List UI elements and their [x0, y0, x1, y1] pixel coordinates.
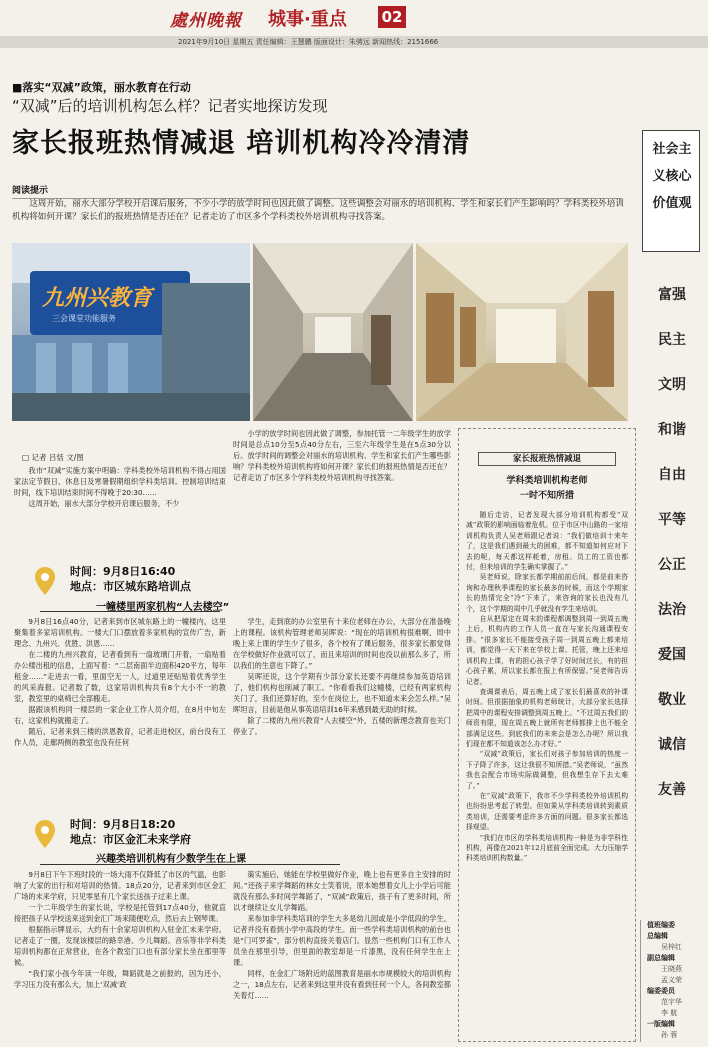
paragraph: 吴老师说，除家长都学期前前后间，都是前来咨询和办理秋季课程的家长最多的时候，而这个学期家长的热情完全“冷”下来了，来咨询的家长也没有几个，这个学期的周中几乎就没有学生来培训。 [466, 573, 628, 613]
core-value: 诚信 [658, 737, 686, 753]
core-value: 文明 [658, 377, 686, 393]
doors-photo-illustration [416, 243, 628, 421]
core-value: 友善 [658, 782, 686, 798]
credit-role: 副总编辑 [647, 954, 675, 962]
lead-label: 阅读提示 [12, 183, 622, 199]
photo-sign-subtext: 三会课堂功能服务 [52, 314, 116, 323]
col2-bottom [233, 869, 451, 1001]
core-value: 自由 [658, 467, 686, 483]
section-title: 城事·重点 [268, 9, 347, 30]
paragraph: 这周开始，丽水大部分学校开启课后服务，不少 [28, 499, 180, 508]
photo-empty-corridor [253, 243, 413, 421]
paragraph: 据跟该机构同一楼层的一家企业工作人员介绍，在8月中旬左右，这家机构就搬走了。 [14, 705, 226, 725]
paragraph: 学生，走到底的办公室里有十来位老师在办公，大部分在准备晚上的课程。该机构管理老师吴晖说：“现在的培训机构很难啊，周中晚上来上课的学生少了很多，各个校有了课后服务，很多家长都觉得在学校做好作业就可以了，而且来培训的时间也没以前那么多了，所以我们的生意也下降了。” [233, 617, 451, 670]
core-value: 平等 [658, 512, 686, 528]
section1-time: 时间：9月8日16:40 [70, 565, 176, 578]
col3-header3: 一时不知所措 [519, 491, 574, 501]
core-value: 公正 [658, 557, 686, 573]
col1-section2-body [14, 869, 226, 990]
credit-name: 吴梓红 [661, 943, 682, 951]
location-pin-icon [34, 819, 56, 849]
paragraph: 同样，在金汇广场附近的蓝图教育是丽水市规模较大的培训机构之一，18点左右，记者来到这里并没有看到任何一个人，各间教室都关着灯…… [233, 969, 451, 1000]
paragraph: “我们在市区的学科类培训机构一种是为非学科性机构，再像在2021年12月底前全面完成。大力压缩学科类培训机构数量。” [466, 833, 628, 863]
col2-mid [233, 616, 451, 737]
core-value: 法治 [658, 602, 686, 618]
main-headline: 家长报班热情减退 培训机构冷冷清清 [12, 128, 471, 159]
col3-body [466, 510, 628, 864]
credit-name: 孙 蓉 [661, 1031, 678, 1039]
core-value: 敬业 [658, 692, 686, 708]
section2-subtitle: 兴趣类培训机构有少数学生在上课 [96, 854, 246, 865]
credit-name: 李 航 [661, 1009, 678, 1017]
classroom-photo-illustration [12, 243, 250, 421]
core-value: 爱国 [658, 647, 686, 663]
paragraph: 策实施后，她能在学校里做好作业，晚上也有更多自主安排的时间。”还孩子来学舞蹈的林女士笑着说，原本她想着女儿上小学后可能就没有那么多时间学舞蹈了，“双减”政策后，孩子有了更多时间，所以才继续让女儿学舞蹈。 [233, 870, 451, 912]
location-pin-icon [34, 566, 56, 596]
photo-sign-text: 九州兴教育 [42, 285, 153, 311]
section1-subtitle: 一幢楼里两家机构“人去楼空” [96, 602, 230, 613]
col1-section1-body [14, 616, 226, 748]
paragraph: 吴晖还说，这个学期有少部分家长还要不再继续参加英语培训了，他们机构也削减了职工。“你看看我们这幢楼，已经有两家机构关门了，我们还算好的，至少在岗位上，也不知道未来会怎么样。”吴晖坦言，目前是他从事英语培训16年来感到最无助的时候。 [233, 672, 451, 714]
col3-header2: 学科类培训机构老师 [506, 476, 588, 486]
editor-credits [640, 920, 704, 1042]
paragraph: 除了二楼的九州兴教育“人去楼空”外，五楼的新理念教育也关门停业了。 [233, 716, 451, 736]
paragraph: 自从把原定在周末的课程都调整到周一到周五晚上后，机构内的工作人员一直在与家长沟通课程安排。“很多家长不能接受孩子周一到周五晚上都来培训，都觉得一天下来在学校上课、托管，晚上还来培训机构上课，有的担心孩子学了好时间过长，有的担心孩子累，所以家长都在报上有所保留。”吴老师告诉记者。 [466, 615, 628, 686]
masthead-meta: 2021年9月10日 星期五 责任编辑：王慧鹏 版面设计：朱骋远 新闻热线：2151666 [178, 38, 439, 46]
section2-place: 地点：市区金汇未来学府 [70, 833, 191, 846]
col1-intro [14, 465, 226, 509]
divider [40, 864, 340, 865]
section1-place: 地点：市区城东路培训点 [70, 580, 191, 593]
core-value: 民主 [658, 332, 686, 348]
subheadline: “双减”后的培训机构怎么样？记者实地探访发现 [12, 97, 328, 115]
credit-role: 值班编委 [647, 921, 675, 929]
kicker-text: ■落实“双减”政策，丽水教育在行动 [12, 81, 191, 94]
paragraph: 我市“双减”实施方案中明确：学科类校外培训机构不得占用国家法定节假日、休息日及寒暑假期组织学科类培训。控制培训结束时间，线下培训结束时间不得晚于20:30…… [14, 466, 226, 497]
credit-name: 孟义荣 [661, 976, 682, 984]
credit-role: 一版编辑 [647, 1020, 675, 1028]
paragraph: 随后，记者来到三楼的洪恩教育，记者走进校区，前台没有工作人员，走廊两侧的教室也没有任何 [14, 727, 226, 747]
photo-classroom-sign [12, 243, 250, 421]
paragraph: 小学的放学时间也因此做了调整，参加托管一二年级学生的放学时间是总点10分至5点40分左右，三至六年级学生是在5点30分以后。放学时间的调整会对丽水的培训机构、学生和家长们产生哪些影响？学科类校外培训机构将如何开课？家长们的报班热情是否还在？记者走访了市区多个学科类校外培训机构寻找答案。 [233, 429, 451, 482]
core-value: 和谐 [658, 422, 686, 438]
credit-name: 范宇华 [661, 998, 682, 1006]
paragraph: 来参加非学科类培训的学生大多是幼儿园或是小学低段的学生，记者并没有看到小学中高段的学生。而一些学科类培训机构的前台也是“门可罗雀”，部分机构直接关着店门。显然一些机构门口有工作人员坐在那里引导，但里面的教室却是一片漆黑，没有任何学生在上课。 [233, 914, 451, 967]
paragraph: “双减”政策后，家长们对孩子参加培训的热度一下子降了许多，这让我很不知所措。”吴老师说，“虽然我也会配合市场实际做调整，但我想生存下去太难了。” [466, 750, 628, 790]
credit-role: 总编辑 [647, 932, 668, 940]
paragraph: 9月8日16点40分，记者来到市区城东路上的一幢楼内，这里聚集着多家培训机构。一楼大门口摆放着多家机构的宣传广告，新理念、九州兴、优胜、洪恩…… [14, 617, 226, 648]
photo-classroom-doors [416, 243, 628, 421]
paragraph: 9月8日下午下班时段的一场大雨不仅降低了市区的气温，也影响了大家的出行和对培训的热情。18点20分，记者来到市区金汇广场的未来学府，只见零星有几个家长送孩子过来上课。 [14, 870, 226, 901]
section2-time: 时间：9月8日18:20 [70, 818, 176, 831]
col2-top [233, 428, 451, 483]
paragraph: 根据指示牌显示，大约有十余家培训机构入驻金汇未来学府。记者走了一圈，发现该楼层的路幸港、少儿舞蹈、音乐等非学科类培训机构都在正常营业，在各个教室门口也有部分家长坐在那里等候。 [14, 925, 226, 967]
divider [40, 611, 220, 612]
credit-role: 编委委员 [647, 987, 675, 995]
paragraph: 在“双减”政策下，我市不少学科类校外培训机构也纷纷思考起了转型。但如果从学科类培训转到素质类培训，还需要考虑许多方面的问题。很多家长都选择观望。 [466, 791, 628, 832]
corridor-photo-illustration [253, 243, 413, 421]
lead-text: 这周开始，丽水大部分学校开启课后服务，不少小学的放学时间也因此做了调整。这些调整会对丽水的培训机构、学生和家长们产生影响吗？学科类校外培训机构将如何开课？家长们的报班热情是否还在？记者走访了市区多个学科类校外培训机构寻找答案。 [12, 199, 624, 222]
byline: □ 记者 吕恬 文/图 [22, 453, 84, 462]
core-values-title: 社会主义核心价值观 [652, 142, 692, 211]
paragraph: 随后走访，记者发现大部分培训机构都受“双减”政策的影响面临着危机。位于市区中山路的一家培训机构负责人吴老师跟记者说：“我们做培训十来年了，这是我们遇到最大的困难，都不知道如何应对下去的呢，每天都这样耗着，房租、员工的工资也都付，但来培训的学生确实掌握了。” [466, 511, 628, 572]
paragraph: 在二楼的九州兴教育，记者看到有一扇玻璃门开着，一扇贴着办公楼出租的信息，上面写着：“二层南面半边面积420平方，每年租金……”走进去一看，里面空无一人，过道里还贴贴着优秀学生的风采海报。记者数了数，这家培训机构共有8个大小不一的教室，教室里的桌椅已全部搬走。 [14, 650, 226, 703]
paragraph: 一个二年级学生的家长说，学校是托管到17点40分，他就直接把孩子从学校送来送到金汇广场来随便吃点，然后去上钢琴课。 [14, 903, 226, 923]
newspaper-logo: 處州晚報 [170, 11, 242, 31]
page-number: 02 [378, 6, 406, 28]
paragraph: 查调课表后，周五晚上成了家长们最喜欢的补课时间。但很据抽象的机构老师统计，大部分家长选择把周中的课程安排调整到周五晚上。“不过周五我们的师资有限，现在周五晚上就所有老师都排上也不能全部满足这些。到底我们的未来会是怎么办呢？所以我们现在都不知道该怎么办才好。” [466, 687, 628, 748]
core-value: 富强 [658, 287, 686, 303]
col3-header1: 家长报班热情减退 [478, 452, 616, 466]
credit-name: 王晓燕 [661, 965, 682, 973]
paragraph: “我们家小孩今年读一年级，舞蹈就是之前报的，因为还小，学习压力没有那么大，加上‘双减’政 [14, 969, 226, 989]
